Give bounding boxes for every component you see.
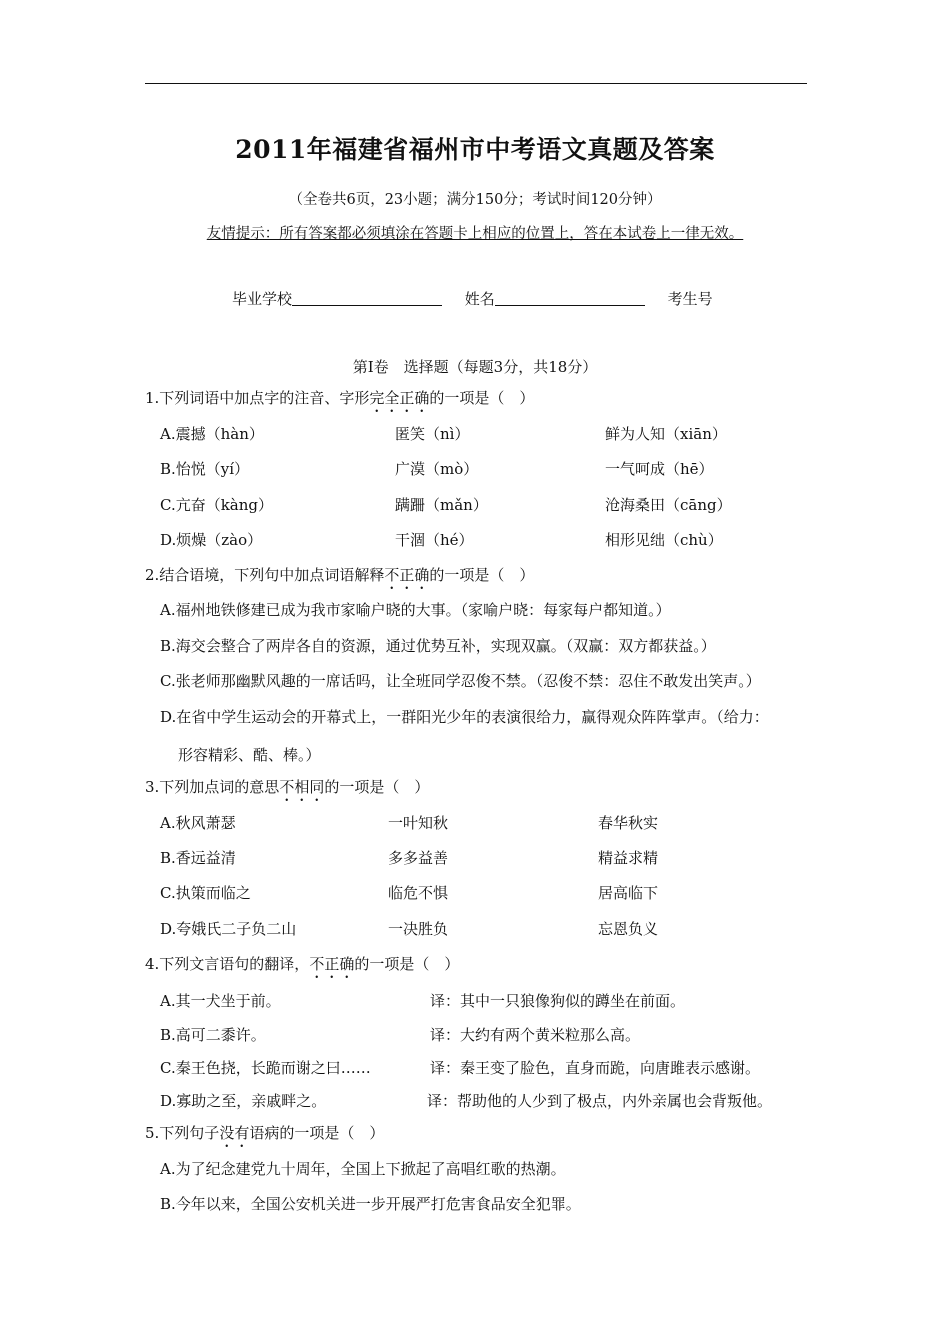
q2-option-a: A.福州地铁修建已成为我市家喻户晓的大事。（家喻户晓：每家每户都知道。）	[160, 601, 671, 619]
q4-b-source: B.高可二黍许。	[160, 1026, 266, 1044]
q1-c-3: 沧海桑田（cāng）	[605, 496, 732, 514]
section-title: 第Ⅰ卷 选择题（每题3分，共18分）	[352, 358, 598, 376]
q3-a-1: A.秋风萧瑟	[160, 814, 236, 832]
q3-c-1: C.执策而临之	[160, 884, 251, 902]
question-4-stem: 4.下列文言语句的翻译，不正确的一项是（ ）	[145, 955, 460, 973]
school-blank[interactable]	[292, 289, 442, 306]
q4-a-translation: 译：其中一只狼像狗似的蹲坐在前面。	[430, 992, 686, 1010]
q1-c-1: C.亢奋（kàng）	[160, 496, 274, 514]
q2-option-d-cont: 形容精彩、酷、棒。）	[178, 746, 321, 764]
question-3-stem: 3.下列加点词的意思不相同的一项是（ ）	[145, 778, 430, 796]
q3-b-3: 精益求精	[598, 849, 659, 867]
q3-d-3: 忘恩负义	[598, 920, 659, 938]
q1-b-2: 广漠（mò）	[395, 460, 479, 478]
q3-b-1: B.香远益清	[160, 849, 236, 867]
q1-a-3: 鲜为人知（xiān）	[605, 425, 727, 443]
page-title: 2011年福建省福州市中考语文真题及答案	[235, 135, 715, 164]
student-info-row	[232, 288, 713, 309]
q1-a-2: 匿笑（nì）	[395, 425, 470, 443]
top-rule	[145, 83, 807, 84]
q1-b-1: B.怡悦（yí）	[160, 460, 250, 478]
q5-option-a: A.为了纪念建党九十周年，全国上下掀起了高唱红歌的热潮。	[160, 1160, 566, 1178]
q4-d-source: D.寡助之至，亲戚畔之。	[160, 1092, 327, 1110]
q1-b-3: 一气呵成（hē）	[605, 460, 714, 478]
q2-option-d: D.在省中学生运动会的开幕式上，一群阳光少年的表演很给力，赢得观众阵阵掌声。（给力：	[160, 708, 769, 726]
q4-d-translation: 译：帮助他的人少到了极点，内外亲属也会背叛他。	[427, 1092, 773, 1110]
q2-option-c: C.张老师那幽默风趣的一席话吗，让全班同学忍俊不禁。（忍俊不禁：忍住不敢发出笑声。）	[160, 672, 761, 690]
q3-d-2: 一决胜负	[388, 920, 449, 938]
q3-d-1: D.夸娥氏二子负二山	[160, 920, 297, 938]
q3-a-2: 一叶知秋	[388, 814, 449, 832]
q4-a-source: A.其一犬坐于前。	[160, 992, 281, 1010]
q1-d-1: D.烦燥（zào）	[160, 531, 263, 549]
q1-c-2: 蹒跚（mǎn）	[395, 496, 488, 514]
question-2-stem: 2.结合语境，下列句中加点词语解释不正确的一项是（ ）	[145, 566, 535, 584]
name-label: 姓名	[464, 290, 495, 308]
notice: 友情提示：所有答案都必须填涂在答题卡上相应的位置上，答在本试卷上一律无效。	[206, 226, 744, 242]
q3-b-2: 多多益善	[388, 849, 449, 867]
q1-a-1: A.震撼（hàn）	[160, 425, 264, 443]
q4-b-translation: 译：大约有两个黄米粒那么高。	[430, 1026, 641, 1044]
exam-no-label: 考生号	[667, 290, 713, 308]
q4-c-translation: 译：秦王变了脸色，直身而跪，向唐雎表示感谢。	[430, 1059, 761, 1077]
q2-option-b: B.海交会整合了两岸各自的资源，通过优势互补，实现双赢。（双赢：双方都获益。）	[160, 637, 716, 655]
q3-c-3: 居高临下	[598, 884, 659, 902]
q1-d-2: 干涸（hé）	[395, 531, 474, 549]
q3-c-2: 临危不惧	[388, 884, 449, 902]
q4-c-source: C.秦王色挠，长跪而谢之曰……	[160, 1059, 371, 1077]
q5-option-b: B.今年以来，全国公安机关进一步开展严打危害食品安全犯罪。	[160, 1195, 581, 1213]
name-blank[interactable]	[495, 289, 645, 306]
exam-info: （全卷共6页，23小题；满分150分；考试时间120分钟）	[288, 192, 662, 208]
q1-d-3: 相形见绌（chù）	[605, 531, 723, 549]
question-5-stem: 5.下列句子没有语病的一项是（ ）	[145, 1124, 385, 1142]
q3-a-3: 春华秋实	[598, 814, 659, 832]
school-label: 毕业学校	[232, 290, 293, 308]
question-1-stem: 1.下列词语中加点字的注音、字形完全正确的一项是（ ）	[145, 389, 535, 407]
